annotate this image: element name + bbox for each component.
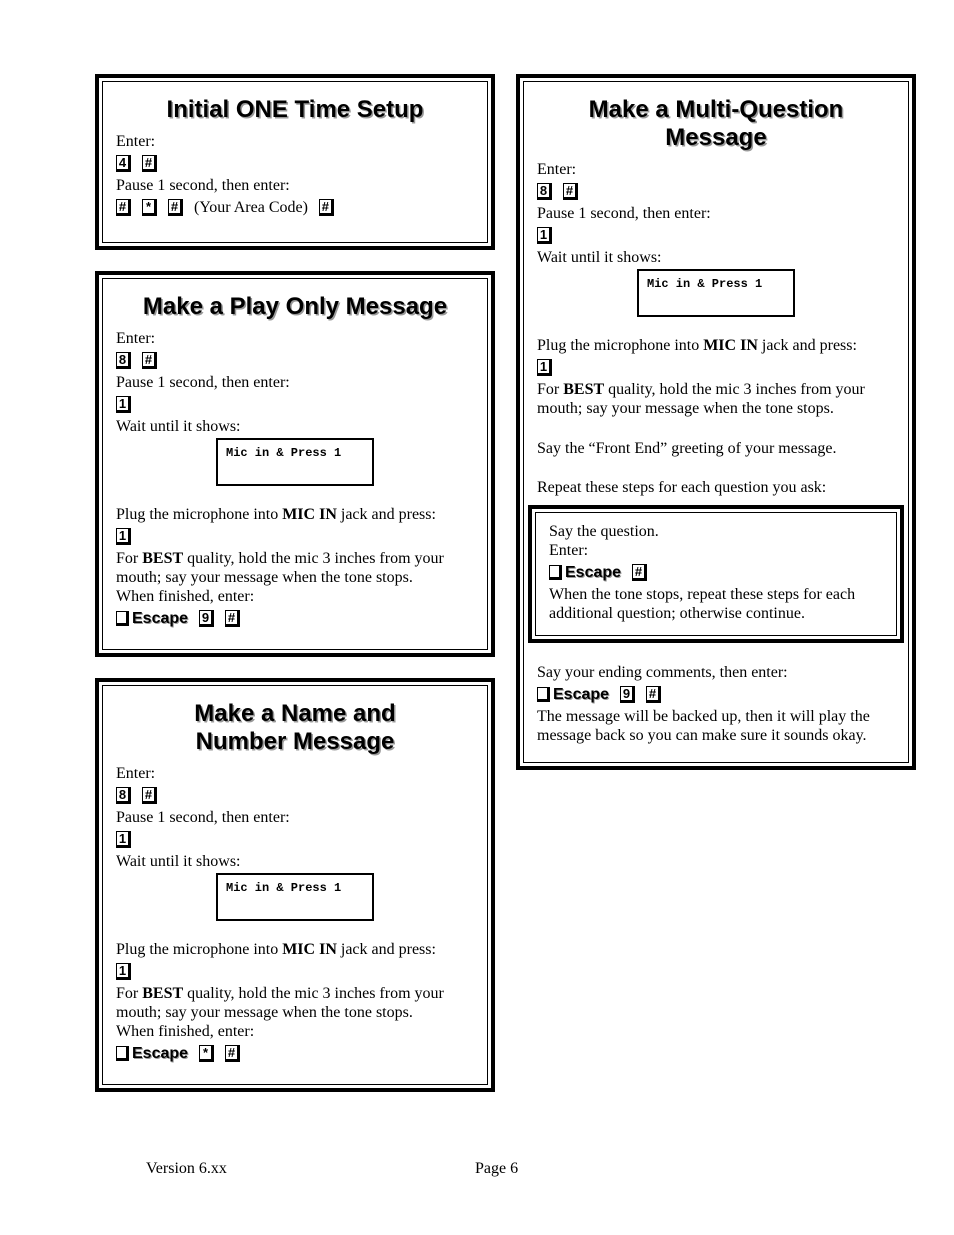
lcd-display: Mic in & Press 1	[216, 438, 374, 486]
pause-label: Pause 1 second, then enter:	[116, 374, 290, 391]
key-sequence	[537, 179, 895, 204]
key-hash-icon: #	[225, 1045, 240, 1062]
plug-instruction: Plug the microphone into MIC IN jack and press:	[116, 941, 436, 958]
enter-label: Enter:	[116, 765, 156, 782]
name-number-title: Make a Name and Number Message	[194, 700, 396, 755]
pause-label: Pause 1 second, then enter:	[116, 809, 290, 826]
key-hash-icon: #	[563, 183, 578, 200]
key-sequence	[537, 355, 895, 380]
key-sequence	[116, 151, 474, 176]
key-hash-icon: #	[225, 610, 240, 627]
tone-instruction: When the tone stops, repeat these steps for each additional question; otherwise continue.	[549, 586, 856, 622]
best-quality-instruction: For BEST quality, hold the mic 3 inches from your mouth; say your message when the tone stops.	[116, 985, 444, 1021]
plug-instruction: Plug the microphone into MIC IN jack and press:	[537, 337, 857, 354]
key-sequence	[537, 682, 895, 707]
key-1-icon: 1	[537, 227, 552, 244]
pause-label: Pause 1 second, then enter:	[116, 177, 290, 194]
footer-page-number: Page 6	[475, 1160, 519, 1177]
ending-instruction: Say your ending comments, then enter:	[537, 664, 788, 681]
key-sequence	[116, 392, 474, 417]
play-only-title: Make a Play Only Message	[142, 293, 448, 320]
key-1-icon: 1	[116, 963, 131, 980]
name-number-box	[95, 678, 495, 1092]
escape-key: Escape	[537, 686, 609, 704]
key-9-icon: 9	[199, 610, 214, 627]
key-sequence	[116, 1041, 474, 1066]
multi-question-title: Make a Multi-Question Message	[588, 96, 844, 151]
setup-box	[95, 74, 495, 250]
key-8-icon: 8	[116, 787, 131, 804]
key-sequence	[549, 560, 883, 585]
front-end-instruction: Say the “Front End” greeting of your message.	[537, 440, 837, 457]
enter-label: Enter:	[549, 542, 589, 559]
backed-up-note: The message will be backed up, then it will play the message back so you can make sure it sounds okay.	[537, 708, 870, 744]
finished-label: When finished, enter:	[116, 588, 255, 605]
say-question-label: Say the question.	[549, 523, 659, 540]
lcd-display: Mic in & Press 1	[216, 873, 374, 921]
pause-label: Pause 1 second, then enter:	[537, 205, 711, 222]
escape-square-icon	[116, 611, 129, 626]
repeat-steps-box	[528, 505, 904, 643]
key-sequence	[116, 524, 474, 549]
key-sequence	[116, 783, 474, 808]
multi-question-box	[516, 74, 916, 770]
key-sequence	[116, 348, 474, 373]
footer-version: Version 6.xx	[146, 1160, 227, 1177]
key-1-icon: 1	[537, 359, 552, 376]
finished-label: When finished, enter:	[116, 1023, 255, 1040]
lcd-display: Mic in & Press 1	[637, 269, 795, 317]
key-hash-icon: #	[116, 199, 131, 216]
escape-key: Escape	[116, 610, 188, 628]
key-1-icon: 1	[116, 528, 131, 545]
area-code-label: (Your Area Code)	[194, 198, 308, 216]
key-hash-icon: #	[319, 199, 334, 216]
key-8-icon: 8	[116, 352, 131, 369]
key-sequence	[116, 195, 474, 220]
escape-key: Escape	[116, 1045, 188, 1063]
key-1-icon: 1	[116, 831, 131, 848]
key-hash-icon: #	[142, 787, 157, 804]
enter-label: Enter:	[116, 330, 156, 347]
repeat-instruction: Repeat these steps for each question you ask:	[537, 479, 827, 496]
escape-square-icon	[116, 1046, 129, 1061]
key-hash-icon: #	[646, 686, 661, 703]
key-4-icon: 4	[116, 155, 131, 172]
key-hash-icon: #	[168, 199, 183, 216]
plug-instruction: Plug the microphone into MIC IN jack and press:	[116, 506, 436, 523]
enter-label: Enter:	[116, 133, 156, 150]
key-star-icon: *	[199, 1045, 214, 1062]
key-star-icon: *	[142, 199, 157, 216]
escape-square-icon	[537, 687, 550, 702]
key-hash-icon: #	[142, 352, 157, 369]
key-sequence	[537, 223, 895, 248]
key-sequence	[116, 606, 474, 631]
escape-square-icon	[549, 565, 562, 580]
key-9-icon: 9	[620, 686, 635, 703]
key-sequence	[116, 959, 474, 984]
wait-label: Wait until it shows:	[116, 418, 241, 435]
play-only-box	[95, 271, 495, 657]
escape-key: Escape	[549, 564, 621, 582]
best-quality-instruction: For BEST quality, hold the mic 3 inches from your mouth; say your message when the tone stops.	[537, 381, 865, 417]
setup-title: Initial ONE Time Setup	[166, 96, 424, 123]
wait-label: Wait until it shows:	[537, 249, 662, 266]
wait-label: Wait until it shows:	[116, 853, 241, 870]
key-hash-icon: #	[632, 564, 647, 581]
key-hash-icon: #	[142, 155, 157, 172]
best-quality-instruction: For BEST quality, hold the mic 3 inches from your mouth; say your message when the tone stops.	[116, 550, 444, 586]
key-8-icon: 8	[537, 183, 552, 200]
enter-label: Enter:	[537, 161, 577, 178]
key-sequence	[116, 827, 474, 852]
key-1-icon: 1	[116, 396, 131, 413]
